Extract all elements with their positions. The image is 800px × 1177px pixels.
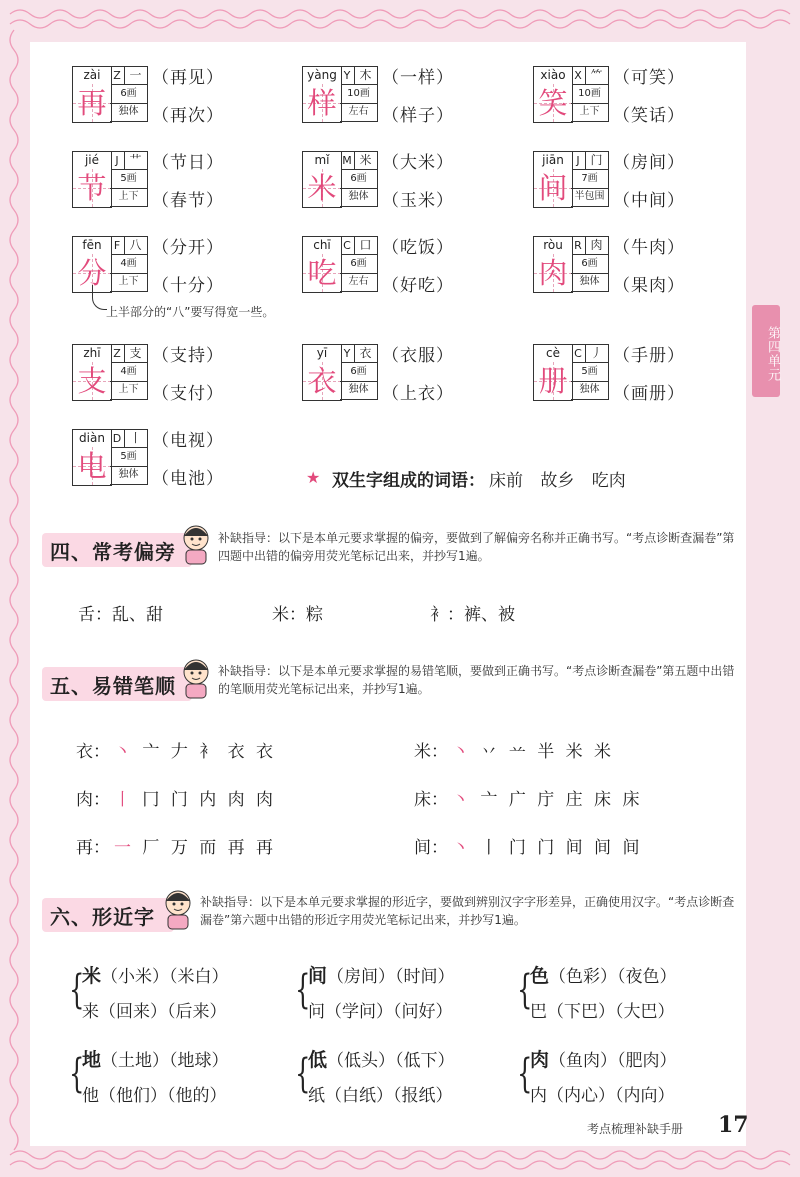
similar-char: 米 <box>82 965 102 987</box>
stroke-count: 4画 <box>110 362 148 382</box>
word-1: （衣服） <box>382 346 454 366</box>
similar-words: （回来）（后来） <box>99 1002 227 1022</box>
structure: 左右 <box>340 273 378 292</box>
word-1: （再见） <box>152 68 224 88</box>
similar-line <box>308 958 455 995</box>
similar-line <box>530 994 675 1030</box>
stroke-order-steps: 丶 丨 门 门 间 间 间 <box>452 838 643 858</box>
brace-icon: { <box>295 1051 311 1097</box>
char-card <box>72 344 147 400</box>
word-1: （手册） <box>613 346 685 366</box>
uppercase-letter: D <box>110 429 125 448</box>
similar-line <box>82 1078 227 1114</box>
big-character: 衣 <box>307 364 337 398</box>
radical-item: 舌：乱、甜 <box>78 605 163 625</box>
char-card <box>302 236 377 292</box>
tianzige-box <box>302 169 342 208</box>
radical: 丿 <box>585 344 609 363</box>
brace-icon: { <box>295 967 311 1013</box>
radical: 门 <box>585 151 609 170</box>
char-words <box>613 59 685 135</box>
tianzige-box <box>533 84 573 123</box>
section5-guide: 补缺指导：以下是本单元要求掌握的易错笔顺，要做到正确书写。“考点诊断查漏卷”第五题中出错的笔顺用荧光笔标记出来，并抄写1遍。 <box>218 664 735 696</box>
big-character: 电 <box>77 449 107 483</box>
radical-item: 衤：裤、被 <box>430 605 515 625</box>
structure: 独体 <box>110 466 148 485</box>
word-1: （节日） <box>152 153 224 173</box>
similar-line <box>308 994 453 1030</box>
stroke-order-steps: 丶 亠 广 庁 庄 床 床 <box>452 790 643 810</box>
char-card <box>72 66 147 122</box>
pinyin: jiān <box>533 151 573 170</box>
big-character: 米 <box>307 171 337 205</box>
word-2: （样子） <box>382 106 454 126</box>
radical-item: 米：粽 <box>272 605 323 625</box>
similar-words: （低头）（低下） <box>327 1051 455 1071</box>
stroke-order-steps: 丨 冂 门 内 肉 肉 <box>114 790 277 810</box>
similar-char: 问 <box>308 1002 325 1022</box>
uppercase-letter: C <box>571 344 586 363</box>
pinyin: ròu <box>533 236 573 255</box>
char-words <box>613 144 685 220</box>
star-icon: ★ <box>306 468 321 487</box>
similar-line <box>308 1078 453 1114</box>
stroke-order-steps: 一 厂 万 而 再 再 <box>114 838 277 858</box>
structure: 上下 <box>110 188 148 207</box>
pinyin: yàng <box>302 66 342 85</box>
pinyin: zài <box>72 66 112 85</box>
big-character: 样 <box>307 86 337 120</box>
uppercase-letter: X <box>571 66 586 85</box>
big-character: 支 <box>77 364 107 398</box>
similar-line <box>530 958 677 995</box>
uppercase-letter: Y <box>340 344 355 363</box>
stroke-order-steps: 丶 丷 䒑 半 米 米 <box>452 742 615 762</box>
char-words <box>152 59 224 135</box>
unit-side-tab: 第四单元 <box>752 305 780 397</box>
word-2: （玉米） <box>382 191 454 211</box>
structure: 独体 <box>571 273 609 292</box>
radical: 衣 <box>354 344 378 363</box>
tianzige-box <box>72 362 112 401</box>
big-character: 册 <box>538 364 568 398</box>
word-2: （果肉） <box>613 276 685 296</box>
structure: 独体 <box>340 188 378 207</box>
tianzige-box <box>72 84 112 123</box>
structure: 左右 <box>340 103 378 122</box>
similar-words: （土地）（地球） <box>101 1051 229 1071</box>
word-2: （中间） <box>613 191 685 211</box>
student-mascot-icon <box>178 522 214 566</box>
char-card <box>533 66 608 122</box>
uppercase-letter: C <box>340 236 355 255</box>
similar-line <box>82 958 229 995</box>
tianzige-box <box>72 447 112 486</box>
similar-line <box>82 994 227 1030</box>
uppercase-letter: Z <box>110 344 125 363</box>
word-2: （春节） <box>152 191 224 211</box>
stroke-count: 4画 <box>110 254 148 274</box>
stroke-order-label: 再： <box>76 838 110 858</box>
double-words-value: 床前 故乡 吃肉 <box>489 471 626 491</box>
tianzige-box <box>533 169 573 208</box>
radical: 一 <box>124 66 148 85</box>
big-character: 再 <box>77 86 107 120</box>
section5-title: 五、易错笔顺 <box>50 674 176 698</box>
pinyin: cè <box>533 344 573 363</box>
similar-char: 间 <box>308 965 328 987</box>
stroke-order-label: 衣： <box>76 742 110 762</box>
tianzige-box <box>72 169 112 208</box>
brace-icon: { <box>69 1051 85 1097</box>
similar-char: 巴 <box>530 1002 547 1022</box>
radical: 米 <box>354 151 378 170</box>
uppercase-letter: J <box>571 151 586 170</box>
structure: 独体 <box>110 103 148 122</box>
similar-words: （色彩）（夜色） <box>549 967 677 987</box>
uppercase-letter: Y <box>340 66 355 85</box>
stroke-count: 10画 <box>340 84 378 104</box>
similar-words: （他们）（他的） <box>99 1086 227 1106</box>
uppercase-letter: Z <box>110 66 125 85</box>
similar-char: 来 <box>82 1002 99 1022</box>
section6-guide: 补缺指导：以下是本单元要求掌握的形近字，要做到辨别汉字字形差异，正确使用汉字。“考点诊断查漏卷”第六题中出错的形近字用荧光笔标记出来，并抄写1遍。 <box>200 895 735 927</box>
uppercase-letter: J <box>110 151 125 170</box>
pinyin: zhī <box>72 344 112 363</box>
stroke-count: 5画 <box>110 169 148 189</box>
tianzige-box <box>302 254 342 293</box>
word-1: （电视） <box>152 431 224 451</box>
uppercase-letter: R <box>571 236 586 255</box>
big-character: 节 <box>77 171 107 205</box>
stroke-count: 6画 <box>340 254 378 274</box>
word-2: （上衣） <box>382 384 454 404</box>
tianzige-box <box>302 362 342 401</box>
uppercase-letter: F <box>110 236 125 255</box>
word-2: （画册） <box>613 384 685 404</box>
char-words <box>382 144 454 220</box>
similar-char: 低 <box>308 1049 328 1071</box>
word-1: （分开） <box>152 238 224 258</box>
word-1: （支持） <box>152 346 224 366</box>
tianzige-box <box>533 362 573 401</box>
stroke-order-label: 床： <box>414 790 448 810</box>
page-number: 17 <box>718 1112 749 1138</box>
stroke-count: 6画 <box>571 254 609 274</box>
section6-title: 六、形近字 <box>50 905 155 929</box>
radical: ⺮ <box>585 66 609 85</box>
pinyin: fēn <box>72 236 112 255</box>
radical: 肉 <box>585 236 609 255</box>
brace-icon: { <box>69 967 85 1013</box>
brace-icon: { <box>517 967 533 1013</box>
stroke-order-steps: 丶 亠 𠂇 衤 衣 衣 <box>114 742 277 762</box>
char-words <box>613 229 685 305</box>
char-words <box>152 422 224 498</box>
radical: 支 <box>124 344 148 363</box>
structure: 独体 <box>340 381 378 400</box>
big-character: 间 <box>538 171 568 205</box>
stroke-count: 7画 <box>571 169 609 189</box>
word-1: （大米） <box>382 153 454 173</box>
stroke-order-label: 间： <box>414 838 448 858</box>
pinyin: diàn <box>72 429 112 448</box>
pinyin: mǐ <box>302 151 342 170</box>
student-mascot-icon <box>160 887 196 931</box>
fen-writing-note: 上半部分的“八”要写得宽一些。 <box>106 305 275 319</box>
char-words <box>152 229 224 305</box>
char-card <box>533 344 608 400</box>
similar-words: （内心）（内向） <box>547 1086 675 1106</box>
similar-line <box>82 1042 229 1079</box>
char-words <box>152 144 224 220</box>
big-character: 吃 <box>307 256 337 290</box>
structure: 上下 <box>110 273 148 292</box>
pinyin: chī <box>302 236 342 255</box>
section4-guide: 补缺指导：以下是本单元要求掌握的偏旁，要做到了解偏旁名称并正确书写。“考点诊断查漏卷”第四题中出错的偏旁用荧光笔标记出来，并抄写1遍。 <box>218 531 735 563</box>
stroke-order-label: 肉： <box>76 790 110 810</box>
stroke-count: 10画 <box>571 84 609 104</box>
char-card <box>72 236 147 292</box>
char-words <box>152 337 224 413</box>
word-1: （房间） <box>613 153 685 173</box>
stroke-count: 6画 <box>340 169 378 189</box>
big-character: 笑 <box>538 86 568 120</box>
similar-char: 纸 <box>308 1086 325 1106</box>
section4-title: 四、常考偏旁 <box>50 540 176 564</box>
structure: 上下 <box>110 381 148 400</box>
char-card <box>302 66 377 122</box>
char-card <box>533 236 608 292</box>
char-card <box>533 151 608 207</box>
word-1: （吃饭） <box>382 238 454 258</box>
structure: 半包围 <box>571 188 609 207</box>
radical: 丨 <box>124 429 148 448</box>
pinyin: jié <box>72 151 112 170</box>
stroke-count: 6画 <box>110 84 148 104</box>
word-2: （十分） <box>152 276 224 296</box>
similar-words: （学问）（问好） <box>325 1002 453 1022</box>
pinyin: xiào <box>533 66 573 85</box>
similar-words: （鱼肉）（肥肉） <box>549 1051 677 1071</box>
char-words <box>382 337 454 413</box>
word-1: （一样） <box>382 68 454 88</box>
word-2: （电池） <box>152 469 224 489</box>
similar-line <box>308 1042 455 1079</box>
student-mascot-icon <box>178 656 214 700</box>
radical: 木 <box>354 66 378 85</box>
uppercase-letter: M <box>340 151 355 170</box>
similar-char: 地 <box>82 1049 102 1071</box>
char-card <box>302 344 377 400</box>
structure: 上下 <box>571 103 609 122</box>
similar-words: （下巴）（大巴） <box>547 1002 675 1022</box>
double-words-line <box>332 466 626 491</box>
radical: 艹 <box>124 151 148 170</box>
similar-char: 色 <box>530 965 550 987</box>
word-2: （支付） <box>152 384 224 404</box>
structure: 独体 <box>571 381 609 400</box>
stroke-count: 6画 <box>340 362 378 382</box>
tianzige-box <box>533 254 573 293</box>
tianzige-box <box>302 84 342 123</box>
big-character: 肉 <box>538 256 568 290</box>
char-card <box>72 429 147 485</box>
char-words <box>613 337 685 413</box>
word-2: （笑话） <box>613 106 685 126</box>
stroke-count: 5画 <box>571 362 609 382</box>
char-words <box>382 229 454 305</box>
char-words <box>382 59 454 135</box>
similar-char: 内 <box>530 1086 547 1106</box>
similar-words: （小米）（米白） <box>101 967 229 987</box>
similar-line <box>530 1078 675 1114</box>
word-2: （再次） <box>152 106 224 126</box>
similar-char: 他 <box>82 1086 99 1106</box>
word-2: （好吃） <box>382 276 454 296</box>
big-character: 分 <box>77 256 107 290</box>
similar-line <box>530 1042 677 1079</box>
radical: 口 <box>354 236 378 255</box>
brace-icon: { <box>517 1051 533 1097</box>
pinyin: yī <box>302 344 342 363</box>
stroke-order-label: 米： <box>414 742 448 762</box>
similar-char: 肉 <box>530 1049 550 1071</box>
footer-title: 考点梳理补缺手册 <box>587 1122 684 1136</box>
similar-words: （房间）（时间） <box>327 967 455 987</box>
char-card <box>72 151 147 207</box>
stroke-count: 5画 <box>110 447 148 467</box>
word-1: （可笑） <box>613 68 685 88</box>
similar-words: （白纸）（报纸） <box>325 1086 453 1106</box>
word-1: （牛肉） <box>613 238 685 258</box>
radical: 八 <box>124 236 148 255</box>
double-words-label: 双生字组成的词语： <box>332 471 485 491</box>
char-card <box>302 151 377 207</box>
